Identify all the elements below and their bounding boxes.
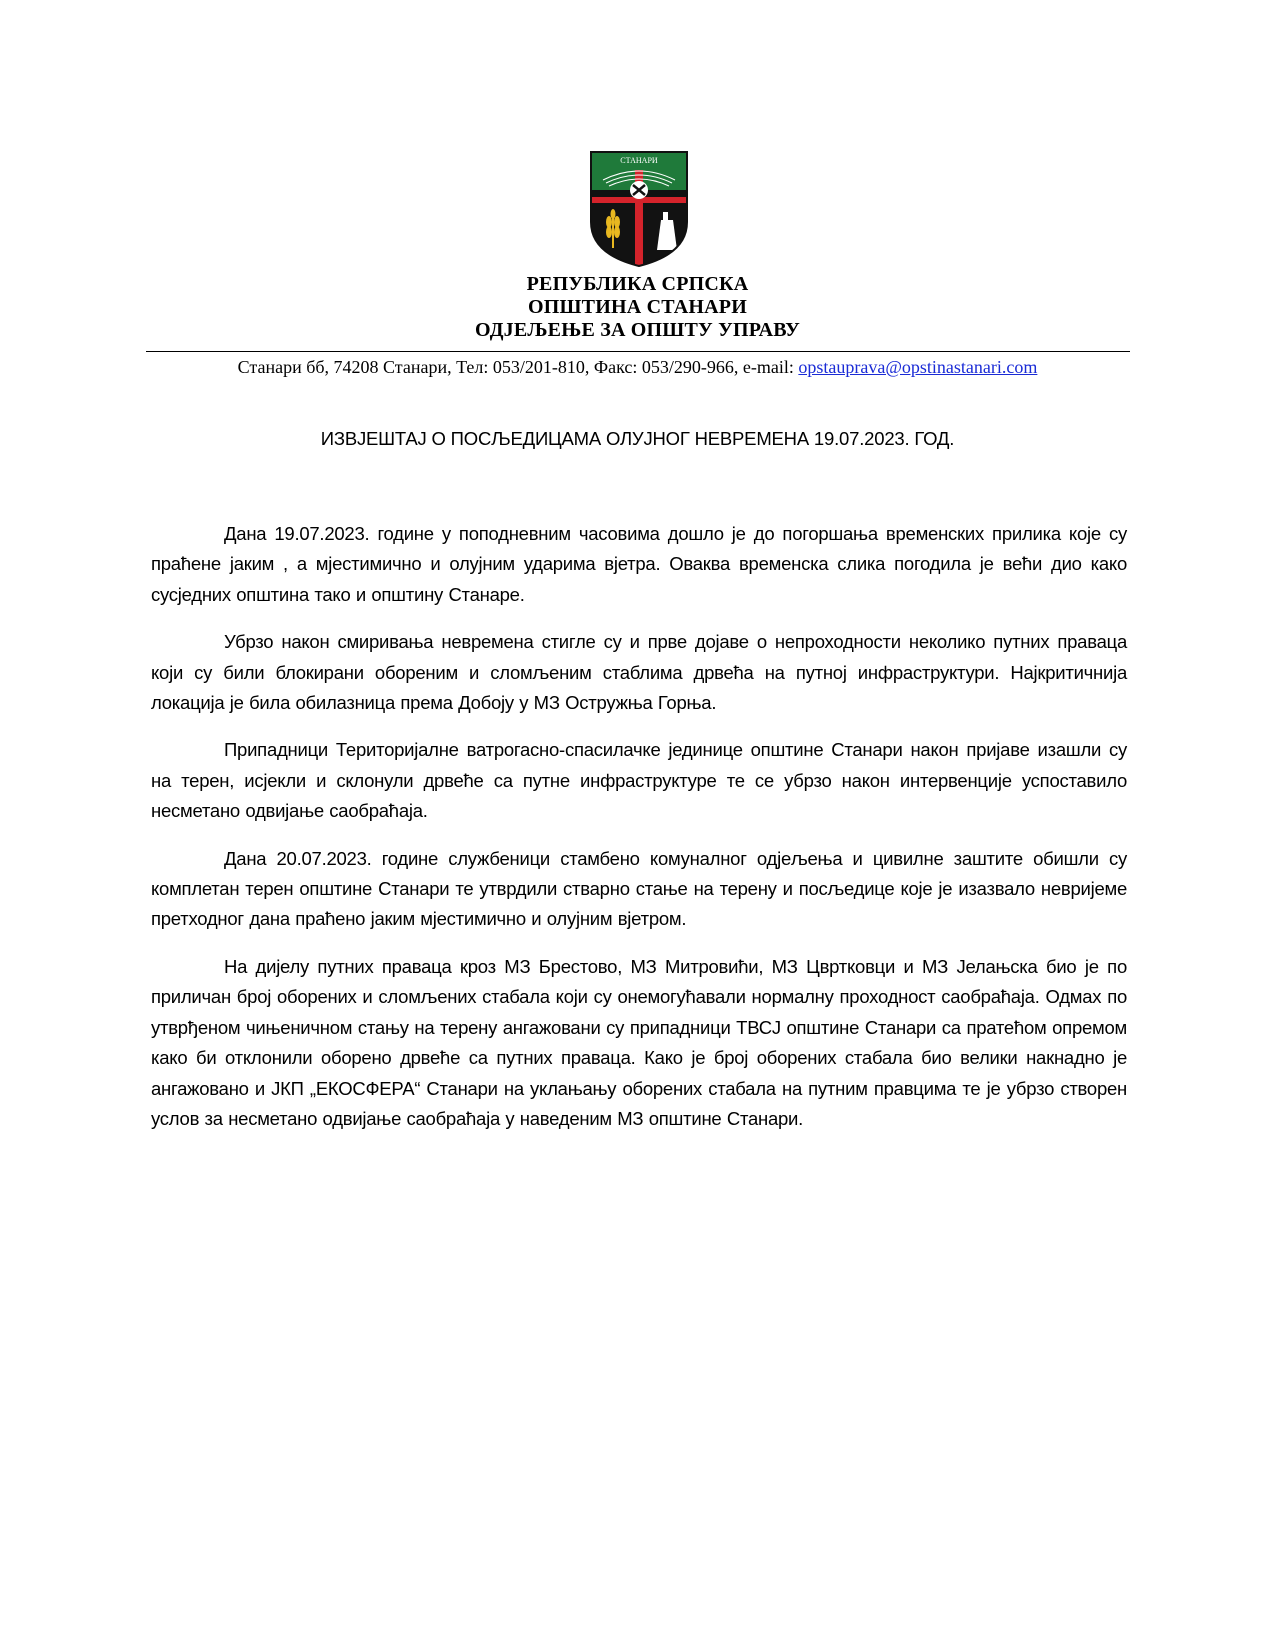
paragraph-3: Припадници Територијалне ватрогасно-спасилачке јединице општине Станари након пријаве изашли су на терен, исјекли и склонули дрвеће са путне инфраструктуре те се убрзо након интервенције успоставило несметано одвијање саобраћаја. bbox=[151, 739, 1127, 822]
header-department: ОДЈЕЉЕЊЕ ЗА ОПШТУ УПРАВУ bbox=[474, 319, 801, 341]
email-link[interactable]: opstauprava@opstinastanari.com bbox=[798, 357, 1038, 377]
header-municipality: ОПШТИНА СТАНАРИ bbox=[528, 296, 747, 318]
report-title: ИЗВЈЕШТАЈ О ПОСЉЕДИЦАМА ОЛУЈНОГ НЕВРЕМЕНА 19.07.2023. ГОД. bbox=[320, 428, 955, 449]
paragraph-1: Дана 19.07.2023. године у поподневним часовима дошло је до погоршања временских прилика које су праћене јаким , а мјестимично и олујним ударима вјетра. Оваква временска слика погодила је већи дио како сусједних општина тако и општину Станаре. bbox=[151, 523, 1127, 605]
paragraph-2: Убрзо након смиривања невремена стигле су и прве дојаве о непроходности неколико путних праваца који су били блокирани обореним и сломљеним стаблима дрвећа на путној инфраструктури. Најкритичнија локација је била обилазница према Добоју у МЗ Остружња Горња. bbox=[151, 631, 1127, 714]
paragraph-5: На дијелу путних праваца кроз МЗ Брестово, МЗ Митровићи, МЗ Цвртковци и МЗ Јелањска био је по приличан број оборених и сломљених стабала који су онемогућавали нормалну проходност саобраћаја. Одмах по утврђеном чињеничном стању на терену ангажовани су припадници ТВСЈ општине Станари са пратећом опремом како би отклонили оборено дрвеће са путних праваца. Како је број оборених стабала био велики накнадно је ангажовано и ЈКП „ЕКОСФЕРА“ Станари на уклањању оборених стабала на путним правцима те је убрзо створен услов за несметано одвијање саобраћаја у наведеним МЗ општине Станари. bbox=[151, 955, 1127, 1129]
report-body bbox=[151, 519, 1127, 1151]
crest-banner-text: СТАНАРИ bbox=[620, 156, 658, 165]
header-divider bbox=[146, 351, 1130, 352]
municipality-crest bbox=[589, 150, 689, 268]
contact-details: Станари бб, 74208 Станари, Тел: 053/201-810, Факс: 053/290-966, e-mail: bbox=[237, 357, 799, 377]
contact-line bbox=[0, 356, 1275, 378]
header-republic: РЕПУБЛИКА СРПСКА bbox=[526, 273, 749, 295]
paragraph-4: Дана 20.07.2023. године службеници стамбено комуналног одјељења и цивилне заштите обишли су комплетан терен општине Станари те утврдили стварно стање на терену и посљедице које је изазвало невријеме претходног дана праћено јаким мјестимично и олујним вјетром. bbox=[151, 847, 1127, 930]
